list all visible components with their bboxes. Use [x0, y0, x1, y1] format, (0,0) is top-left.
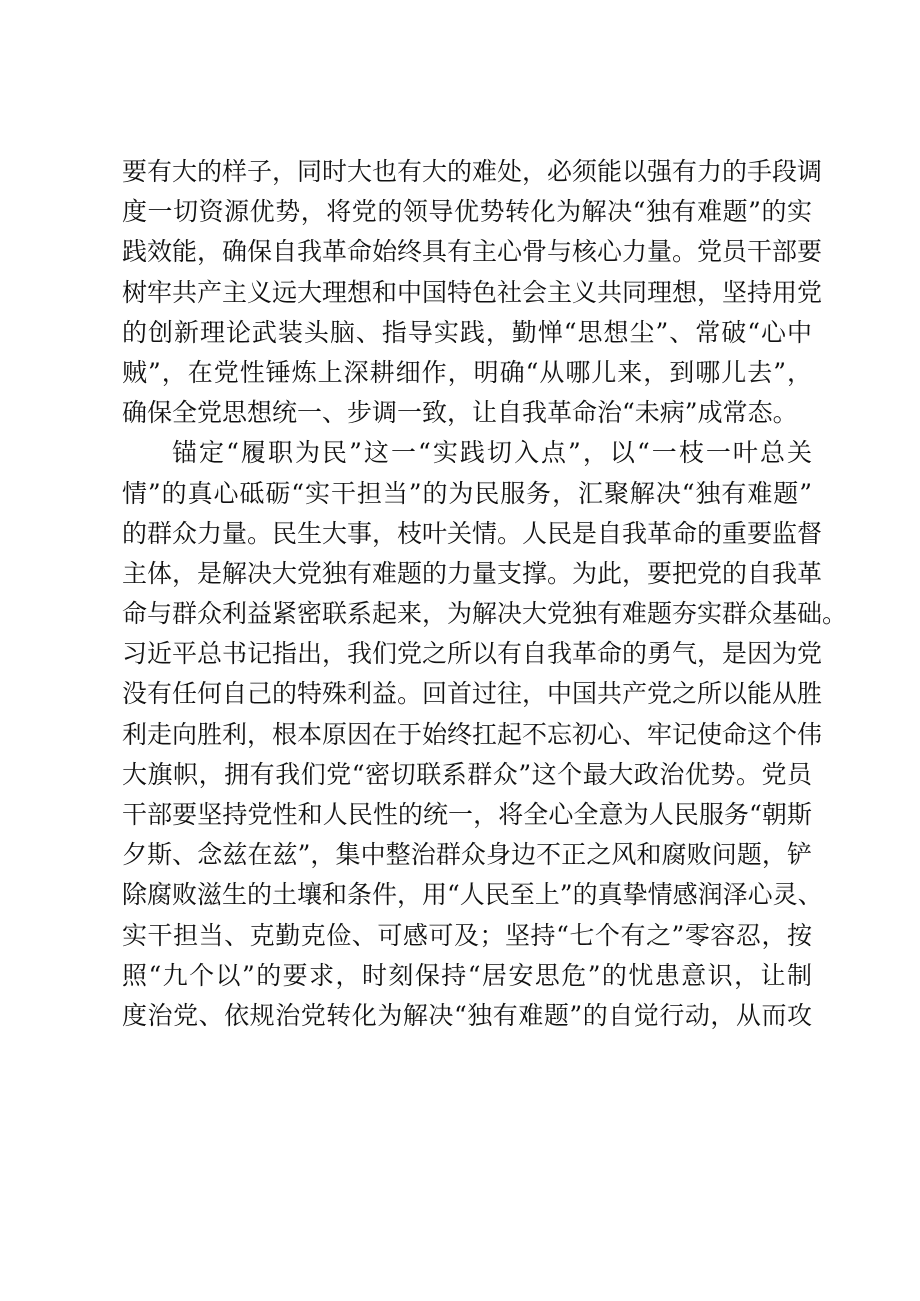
- text-line: 确保全党思想统一、步调一致，让自我革命治“未病”成常态。: [122, 398, 798, 428]
- text-line: [122, 1036, 812, 1076]
- text-line: 大旗帜，拥有我们党“密切联系群众”这个最大政治优势。党员: [122, 759, 812, 789]
- text-line: 贼”，在党性锤炼上深耕细作，明确“从哪儿来，到哪儿去”，: [122, 357, 812, 387]
- text-line: 利走向胜利，根本原因在于始终扛起不忘初心、牢记使命这个伟: [122, 719, 823, 749]
- text-line: 除腐败滋生的土壤和条件，用“人民至上”的真挚情感润泽心灵、: [122, 880, 823, 910]
- paragraph-2: [122, 433, 848, 1076]
- text-line: 没有任何自己的特殊利益。回首过往，中国共产党之所以能从胜: [122, 679, 823, 709]
- text-line: 度治党、依规治党转化为解决“独有难题”的自觉行动，从而攻: [122, 1000, 812, 1030]
- text-line: 的创新理论武装头脑、指导实践，勤惮“思想尘”、常破“心中: [122, 317, 812, 347]
- text-line: 命与群众利益紧密联系起来，为解决大党独有难题夯实群众基础。: [122, 599, 848, 629]
- text-line: 照“九个以”的要求，时刻保持“居安思危”的忧患意识，让制: [122, 960, 812, 990]
- text-line: 度一切资源优势，将党的领导优势转化为解决“独有难题”的实: [122, 197, 812, 227]
- body-text: [122, 152, 848, 1076]
- text-line: 的群众力量。民生大事，枝叶关情。人民是自我革命的重要监督: [122, 518, 823, 548]
- text-line: 主体，是解决大党独有难题的力量支撑。为此，要把党的自我革: [122, 558, 823, 588]
- text-line: 夕斯、念兹在兹”，集中整治群众身边不正之风和腐败问题，铲: [122, 840, 812, 870]
- paragraph-1: [122, 152, 823, 433]
- text-line: 习近平总书记指出，我们党之所以有自我革命的勇气，是因为党: [122, 639, 823, 669]
- text-line: 要有大的样子，同时大也有大的难处，必须能以强有力的手段调: [122, 157, 823, 186]
- text-line: 锚定“履职为民”这一“实践切入点”，以“一枝一叶总关: [172, 438, 812, 468]
- text-line: 践效能，确保自我革命始终具有主心骨与核心力量。党员干部要: [122, 237, 823, 267]
- text-line: 实干担当、克勤克俭、可感可及；坚持“七个有之”零容忍，按: [122, 920, 812, 950]
- text-line: 情”的真心砥砺“实干担当”的为民服务，汇聚解决“独有难题”: [122, 478, 812, 508]
- text-line: 树牢共产主义远大理想和中国特色社会主义共同理想，坚持用党: [122, 277, 823, 307]
- text-line: 干部要坚持党性和人民性的统一，将全心全意为人民服务“朝斯: [122, 800, 812, 829]
